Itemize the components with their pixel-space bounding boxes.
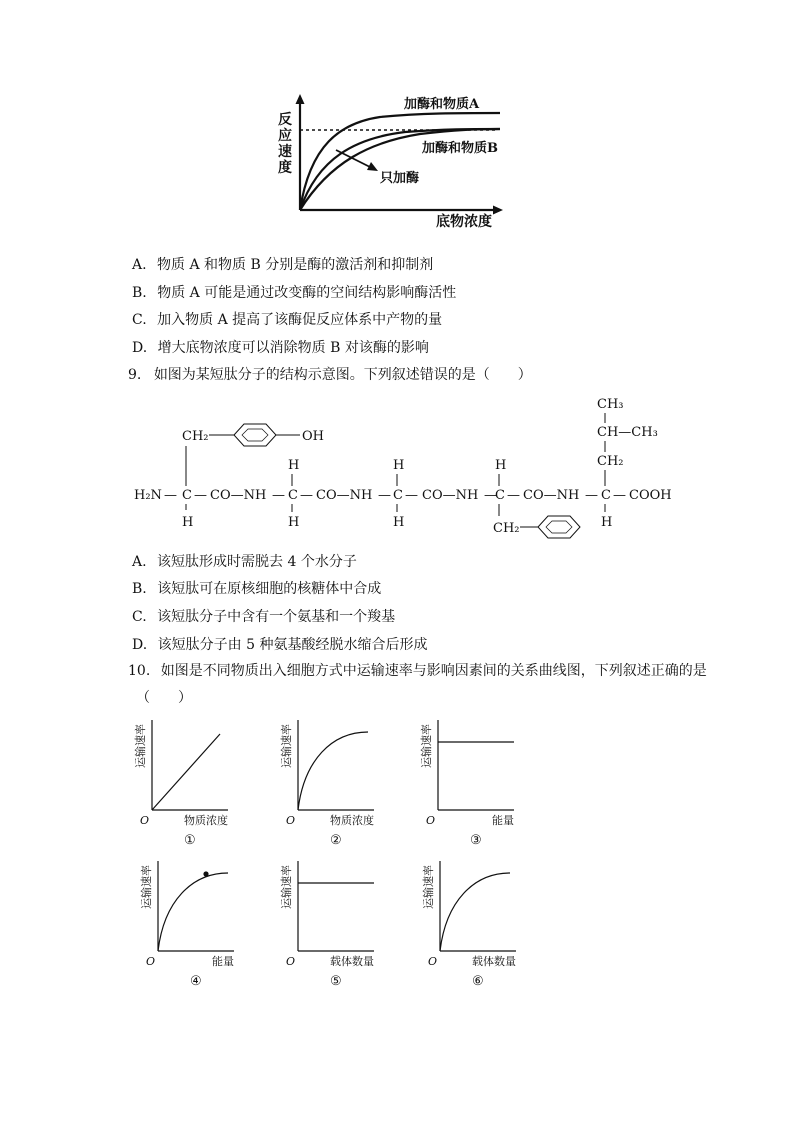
r1-h: H [182, 515, 194, 530]
graph-xlabel: 物质浓度 [330, 814, 374, 827]
graph-ylabel: 运输速率 [280, 724, 293, 768]
bond: — [164, 488, 177, 503]
option-letter: A. [132, 554, 147, 570]
q8-option-a[interactable] [132, 256, 433, 274]
r5-ch2: CH₂ [597, 454, 624, 469]
graph-curve [298, 732, 368, 810]
q10-stem [128, 662, 707, 680]
r5-h: H [601, 515, 613, 530]
bond: — [300, 488, 313, 503]
benzene-ring-1 [234, 424, 276, 446]
bond: — [613, 488, 626, 503]
option-letter: B. [132, 285, 147, 301]
carboxyl-terminal: COOH [629, 488, 672, 503]
r5-ch3-top: CH₃ [597, 397, 624, 412]
peptide-bond-2: CO—NH [316, 488, 373, 503]
graph-origin: O [286, 955, 296, 968]
graph-number: ④ [190, 974, 202, 989]
enzyme-x-arrow [493, 206, 503, 215]
graph-ylabel: 运输速率 [140, 865, 153, 909]
graph-xlabel: 物质浓度 [184, 814, 228, 827]
graph-number: ③ [470, 833, 482, 848]
r5-ch-ch3: CH—CH₃ [597, 425, 658, 440]
benzene-ring-2 [538, 516, 580, 538]
graph-ylabel: 运输速率 [422, 865, 435, 909]
graph-origin: O [146, 955, 156, 968]
transport-graph-1 [126, 714, 256, 854]
bond: — [507, 488, 520, 503]
graph-xlabel: 能量 [212, 955, 234, 968]
q8-option-c[interactable] [132, 311, 442, 329]
option-letter: B. [132, 581, 147, 597]
option-letter: C. [132, 312, 147, 328]
graph-origin: O [426, 814, 436, 827]
graph-number: ② [330, 833, 342, 848]
graph-origin: O [286, 814, 296, 827]
graph-ylabel: 运输速率 [134, 724, 147, 768]
transport-graph-2 [272, 714, 402, 854]
enzyme-ylabel-char: 速 [278, 144, 292, 160]
r1-ch2: CH₂ [182, 429, 209, 444]
q9-option-d[interactable] [132, 636, 427, 654]
alpha-carbon-3: C [393, 488, 403, 503]
r4-ch2: CH₂ [493, 521, 520, 536]
label-enzyme-and-b: 加酶和物质B [422, 141, 498, 156]
enzyme-rate-chart [270, 90, 520, 235]
bond: — [405, 488, 418, 503]
enzyme-ylabel-char: 反 [278, 112, 292, 128]
peptide-bond-4: CO—NH [523, 488, 580, 503]
peptide-structure [120, 392, 690, 547]
bond: — [585, 488, 598, 503]
question-number: 10. [128, 663, 151, 679]
enzyme-y-arrow [296, 94, 305, 104]
bond: — [272, 488, 285, 503]
graph-number: ① [184, 833, 196, 848]
enzyme-ylabel [278, 111, 292, 176]
transport-graph-4 [132, 855, 262, 995]
option-text: 该短肽分子由 5 种氨基酸经脱水缩合后形成 [157, 637, 428, 653]
graph-number: ⑥ [472, 974, 484, 989]
transport-graph-6 [414, 855, 544, 995]
r2-h-top: H [288, 458, 300, 473]
bond: — [378, 488, 391, 503]
label-only-enzyme: 只加酶 [380, 171, 420, 186]
peptide-bond-1: CO—NH [210, 488, 267, 503]
alpha-carbon-5: C [601, 488, 611, 503]
option-text: 物质 A 可能是通过改变酶的空间结构影响酶活性 [157, 285, 457, 301]
option-letter: A. [132, 257, 147, 273]
bond: — [194, 488, 207, 503]
transport-graph-5 [272, 855, 402, 995]
graph-curve [440, 873, 510, 951]
enzyme-ylabel-char: 应 [278, 128, 292, 144]
enzyme-ylabel-char: 度 [278, 160, 292, 176]
alpha-carbon-1: C [182, 488, 192, 503]
r3-h-bottom: H [393, 515, 405, 530]
r3-h-top: H [393, 458, 405, 473]
graph-xlabel: 载体数量 [330, 955, 374, 968]
option-letter: C. [132, 609, 147, 625]
graph-origin: O [428, 955, 438, 968]
peptide-bond-3: CO—NH [422, 488, 479, 503]
amino-terminal: H₂N [134, 488, 162, 503]
graph-number: ⑤ [330, 974, 342, 989]
q8-option-d[interactable] [132, 339, 429, 357]
option-text: 物质 A 和物质 B 分别是酶的激活剂和抑制剂 [157, 257, 434, 273]
q9-stem [128, 366, 532, 384]
option-text: 该短肽分子中含有一个氨基和一个羧基 [157, 609, 396, 625]
r4-h-top: H [495, 458, 507, 473]
option-text: 加入物质 A 提高了该酶促反应体系中产物的量 [157, 312, 443, 328]
q9-option-a[interactable] [132, 553, 357, 571]
graph-ylabel: 运输速率 [280, 865, 293, 909]
question-number: 9. [128, 367, 142, 383]
option-text: 该短肽形成时需脱去 4 个水分子 [157, 554, 357, 570]
hydroxyl-group: OH [302, 429, 324, 444]
graph-dot [203, 871, 208, 876]
q8-option-b[interactable] [132, 284, 456, 302]
alpha-carbon-4: C [495, 488, 505, 503]
graph-origin: O [140, 814, 150, 827]
bond: — [484, 488, 497, 503]
q9-option-c[interactable] [132, 608, 395, 626]
question-text: 如图是不同物质出入细胞方式中运输速率与影响因素间的关系曲线图，下列叙述正确的是 [160, 663, 707, 679]
graph-xlabel: 载体数量 [472, 955, 516, 968]
transport-graph-3 [412, 714, 542, 854]
question-text: 如图为某短肽分子的结构示意图。下列叙述错误的是（ ） [153, 367, 532, 383]
option-letter: D. [132, 340, 148, 356]
alpha-carbon-2: C [288, 488, 298, 503]
graph-curve [158, 873, 228, 951]
q9-option-b[interactable] [132, 580, 381, 598]
option-text: 增大底物浓度可以消除物质 B 对该酶的影响 [157, 340, 429, 356]
r2-h-bottom: H [288, 515, 300, 530]
label-enzyme-and-a: 加酶和物质A [404, 97, 480, 112]
option-text: 该短肽可在原核细胞的核糖体中合成 [157, 581, 382, 597]
graph-ylabel: 运输速率 [420, 724, 433, 768]
q10-answer-paren: （ ） [136, 690, 192, 706]
graph-curve [152, 734, 220, 810]
graph-xlabel: 能量 [492, 814, 514, 827]
enzyme-xlabel: 底物浓度 [436, 214, 492, 230]
option-letter: D. [132, 637, 148, 653]
